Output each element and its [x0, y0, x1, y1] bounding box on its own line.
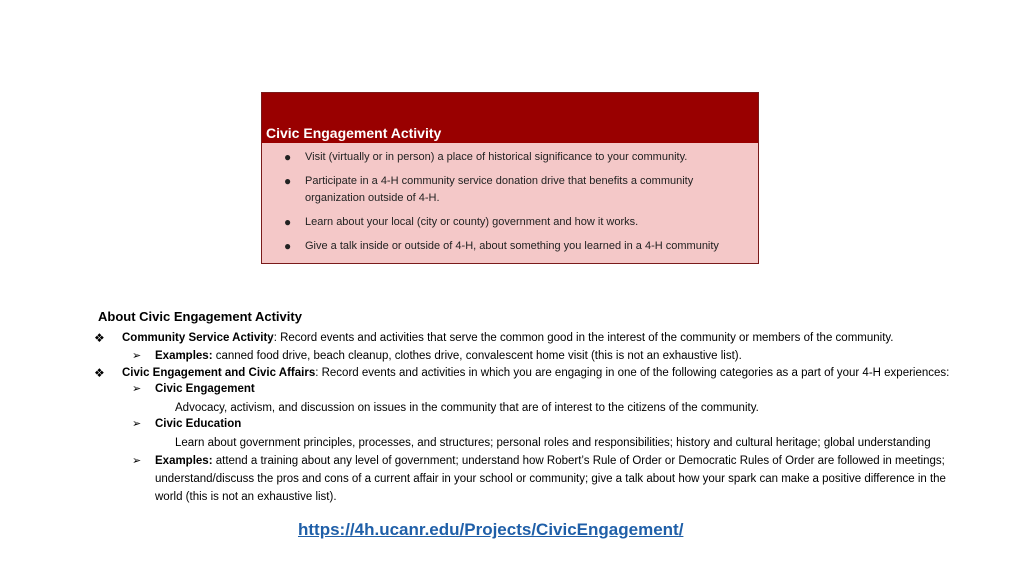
list-item: ● Learn about your local (city or county) government and how it works. [284, 215, 639, 229]
bullet-dot-icon: ● [284, 174, 292, 188]
bullet-dot-icon: ● [284, 150, 292, 164]
civic-engagement-card [261, 92, 759, 264]
community-service-item: ❖ Community Service Activity: Record events and activities that serve the common good in the interest of the community or members of the community. [94, 331, 894, 345]
civic-engagement-description: Advocacy, activism, and discussion on issues in the community that are of interest to the citizens of the community. [175, 402, 759, 414]
arrow-bullet-icon: ➢ [132, 455, 142, 467]
card-header [262, 93, 758, 143]
arrow-bullet-icon: ➢ [132, 350, 142, 362]
diamond-bullet-icon: ❖ [94, 331, 105, 345]
list-item: ● Visit (virtually or in person) a place of historical significance to your community. [284, 150, 688, 164]
bullet-dot-icon: ● [284, 239, 292, 253]
card-activity-list [262, 143, 758, 255]
diamond-bullet-icon: ❖ [94, 366, 105, 380]
civic-affairs-examples: ➢ Examples: attend a training about any level of government; understand how Robert’s Rule of Order or Democratic Rules of Order are followed in meetings; understand/discuss the pros and cons of a current affair in your school or community; give a talk about how your spark can make a positive difference in the world (this is not an exhaustive list). [155, 452, 965, 506]
arrow-bullet-icon: ➢ [132, 383, 142, 395]
list-item: ● Give a talk inside or outside of 4-H, about something you learned in a 4-H community [284, 239, 719, 253]
civic-education-subitem: ➢ Civic Education [155, 415, 241, 433]
bullet-dot-icon: ● [284, 215, 292, 229]
civic-affairs-item: ❖ Civic Engagement and Civic Affairs: Record events and activities in which you are engaging in one of the following categories as a part of your 4-H experiences: [94, 366, 950, 380]
section-title: About Civic Engagement Activity [98, 309, 302, 324]
arrow-bullet-icon: ➢ [132, 418, 142, 430]
card-title: Civic Engagement Activity [266, 125, 442, 141]
civic-engagement-link[interactable]: https://4h.ucanr.edu/Projects/CivicEngagement/ [298, 520, 684, 539]
civic-engagement-subitem: ➢ Civic Engagement [155, 380, 255, 398]
list-item: ● Participate in a 4-H community service donation drive that benefits a community organization outside of 4-H. [284, 174, 694, 204]
civic-education-description: Learn about government principles, processes, and structures; personal roles and responsibilities; history and cultural heritage; global understanding [175, 437, 931, 449]
community-service-examples: ➢ Examples: canned food drive, beach cleanup, clothes drive, convalescent home visit (this is not an exhaustive list). [155, 347, 742, 365]
